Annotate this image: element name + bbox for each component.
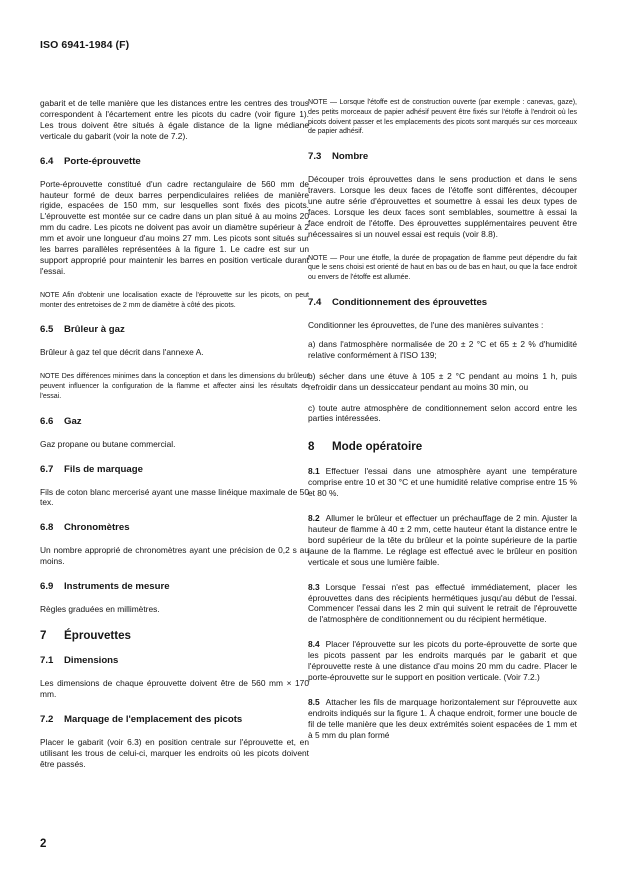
section-number: 7.4	[308, 297, 322, 309]
paragraph-6-5: Brûleur à gaz tel que décrit dans l'annexe A.	[40, 347, 204, 358]
paragraph-gabarit: gabarit et de telle manière que les distances entre les centres des trous correspondent à l'écartement entre les picots du cadre (voir figure 1). Les trous doivent être situés à égale distance de la ligne médiane verticale du gabarit (voir la note de 7.2).	[40, 98, 309, 141]
section-title: Dimensions	[64, 655, 119, 667]
section-title: Instruments de mesure	[64, 581, 170, 593]
left-column	[40, 98, 309, 784]
heading-6-8	[40, 522, 309, 534]
paragraph-number: 8.2	[308, 513, 320, 524]
paragraph-text: Placer l'éprouvette sur les picots du porte-éprouvette de sorte que les picots passent par les endroits marqués par le gabarit et que l'éprouvette reste à une distance d'au moins 20 mm du cadre. Placer le porte-éprouvette sur le support en position verticale. (Voir 7.2.)	[308, 639, 577, 682]
section-number: 7.3	[308, 151, 322, 163]
section-title: Fils de marquage	[64, 463, 143, 475]
paragraph-7-4: Conditionner les éprouvettes, de l'une des manières suivantes :	[308, 320, 544, 331]
note-7-2: NOTE — Lorsque l'étoffe est de construction ouverte (par exemple : canevas, gaze), des petits morceaux de papier adhésif peuvent être fixés sur l'étoffe à l'endroit où les picots doivent passer et les emplacements des picots sont marqués sur ces morceaux de papier adhésif.	[308, 99, 577, 136]
paragraph-6-7: Fils de coton blanc mercerisé ayant une masse linéique maximale de 50 tex.	[40, 486, 309, 508]
section-number: 6.6	[40, 415, 54, 427]
section-number: 6.9	[40, 581, 54, 593]
paragraph-text: Allumer le brûleur et effectuer un préchauffage de 2 min. Ajuster la hauteur de flamme à 40 ± 2 mm, cette hauteur étant la distance entre le bord supérieur de la tête du brûleur et la pointe supérieure de la partie jaune de la flamme. Le réglage est effectué avec le brûleur en position verticale et sous une lumière faible.	[308, 513, 577, 567]
heading-6-6	[40, 416, 309, 428]
section-number: 6.5	[40, 324, 54, 336]
list-item-b: b) sécher dans une étuve à 105 ± 2 °C pendant au moins 1 h, puis refroidir dans un dessiccateur pendant au moins 30 min, ou	[308, 370, 577, 392]
heading-7-2	[40, 714, 309, 726]
section-number: 7.1	[40, 655, 54, 667]
paragraph-6-9: Règles graduées en millimètres.	[40, 604, 160, 615]
heading-6-9	[40, 581, 309, 593]
paragraph-6-6: Gaz propane ou butane commercial.	[40, 438, 176, 449]
heading-7-1	[40, 655, 309, 667]
paragraph-8-3	[308, 582, 577, 626]
paragraph-number: 8.1	[308, 466, 320, 477]
paragraph-text: Lorsque l'essai n'est pas effectué immédiatement, placer les éprouvettes dans des récipients hermétiques jusqu'au début de l'essai. Commencer l'essai dans les 2 min qui suivent le retrait de l'éprouvette de l'atmosphère de conditionnement ou du récipient hermétique.	[308, 581, 577, 625]
heading-6-4	[40, 156, 309, 168]
section-number: 7.2	[40, 713, 54, 725]
section-title: Chronomètres	[64, 522, 130, 534]
note-6-5: NOTE Des différences minimes dans la conception et dans les dimensions du brûleur peuvent influencer la configuration de la flamme et affecter ainsi les résultats de l'essai.	[40, 373, 309, 400]
section-title: Brûleur à gaz	[64, 324, 125, 336]
paragraph-number: 8.4	[308, 639, 320, 650]
paragraph-number: 8.5	[308, 696, 320, 707]
paragraph-8-4	[308, 639, 577, 683]
section-title: Conditionnement des éprouvettes	[332, 297, 488, 309]
section-number: 6.8	[40, 522, 54, 534]
paragraph-text: Effectuer l'essai dans une atmosphère ayant une température comprise entre 10 et 30 °C et une humidité relative comprise entre 15 % et 80 %.	[308, 466, 577, 499]
page-header: ISO 6941-1984 (F)	[40, 39, 130, 51]
paragraph-8-1	[308, 466, 577, 499]
list-item-a: a) dans l'atmosphère normalisée de 20 ± 2 °C et 65 ± 2 % d'humidité relative conformément à l'ISO 139;	[308, 338, 577, 360]
heading-8	[308, 440, 577, 454]
section-title: Nombre	[332, 151, 369, 163]
paragraph-7-1: Les dimensions de chaque éprouvette doivent être de 560 mm × 170 mm.	[40, 678, 309, 700]
paragraph-number: 8.3	[308, 581, 320, 592]
section-title: Porte-éprouvette	[64, 155, 141, 167]
heading-7-3	[308, 151, 577, 163]
paragraph-6-4: Porte-éprouvette constitué d'un cadre rectangulaire de 560 mm de hauteur formé de deux barres perpendiculaires reliées de manière rigide, espacées de 150 mm, sur lesquelles sont fixés des picots. L'éprouvette est montée sur ce cadre dans un plan situé à au moins 20 mm du cadre. Les picots ne doivent pas avoir un diamètre supérieur à 2 mm et avoir une longueur d'au moins 27 mm. Les picots sont situés sur les barres parallèles représentées à la figure 1. Le cadre est sur un support approprié pour maintenir les barres en position verticale durant l'essai.	[40, 178, 309, 276]
heading-7-4	[308, 297, 577, 309]
right-column	[308, 98, 577, 754]
section-number: 6.4	[40, 155, 54, 167]
section-number: 6.7	[40, 463, 54, 475]
heading-7	[40, 629, 309, 643]
paragraph-7-2: Placer le gabarit (voir 6.3) en position centrale sur l'éprouvette et, en utilisant les trous de celui-ci, marquer les endroits où les picots doivent être passés.	[40, 736, 309, 769]
paragraph-8-5	[308, 697, 577, 741]
note-7-3: NOTE — Pour une étoffe, la durée de propagation de flamme peut dépendre du fait que le sens choisi est orienté de haut en bas ou de bas en haut, ou que la face endroit ou envers de l'étoffe est allumée.	[308, 254, 577, 282]
section-number: 8	[308, 440, 315, 454]
heading-6-7	[40, 464, 309, 476]
section-number: 7	[40, 629, 47, 643]
section-title: Éprouvettes	[64, 629, 132, 643]
list-item-c: c) toute autre atmosphère de conditionnement selon accord entre les parties intéressées.	[308, 402, 577, 424]
paragraph-6-8: Un nombre approprié de chronomètres ayant une précision de 0,2 s au moins.	[40, 545, 309, 567]
page-number: 2	[40, 838, 47, 850]
paragraph-8-2	[308, 513, 577, 568]
note-6-4: NOTE Afin d'obtenir une localisation exacte de l'éprouvette sur les picots, on peut monter des entretoises de 2 mm de diamètre à côté des picots.	[40, 291, 309, 309]
section-title: Gaz	[64, 415, 82, 427]
section-title: Marquage de l'emplacement des picots	[64, 713, 243, 725]
paragraph-7-3: Découper trois éprouvettes dans le sens production et dans le sens travers. Lorsque les deux faces de l'étoffe sont différentes, découper une autre série d'éprouvettes et soumettre à essai les deux types de faces. Lorsque les deux faces sont semblables, soumettre à essai la face endroit de l'étoffe. Des éprouvettes supplémentaires peuvent être nécessaires si un nouvel essai est requis (voir 8.8).	[308, 174, 577, 239]
heading-6-5	[40, 324, 309, 336]
section-title: Mode opératoire	[332, 440, 423, 454]
paragraph-text: Attacher les fils de marquage horizontalement sur l'éprouvette aux endroits indiqués sur la figure 1. À chaque endroit, former une boucle de fil de telle manière que les deux extrémités soient espacées de 1 mm et à 5 mm du plan formé	[308, 696, 577, 740]
